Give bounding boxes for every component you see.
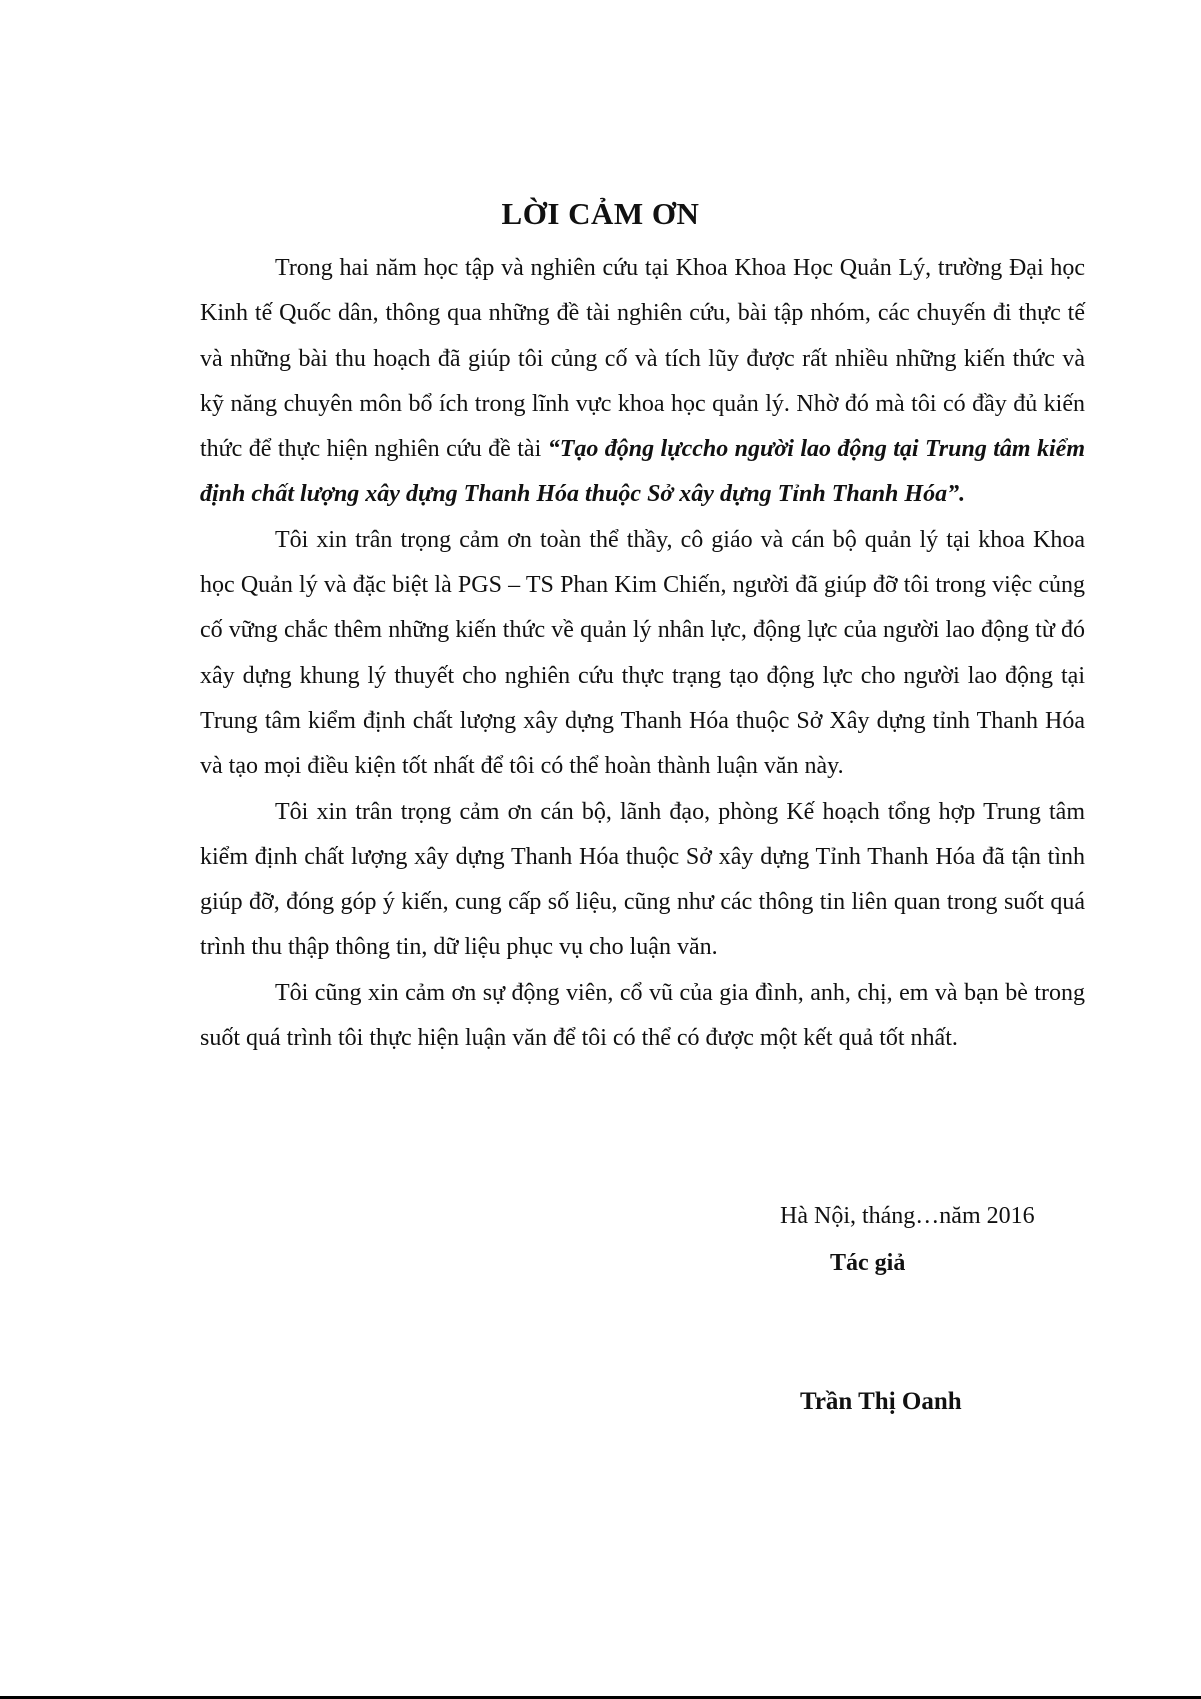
paragraph-3: Tôi xin trân trọng cảm ơn cán bộ, lãnh đạo, phòng Kế hoạch tổng hợp Trung tâm kiểm định chất lượng xây dựng Thanh Hóa thuộc Sở xây dựng Tỉnh Thanh Hóa đã tận tình giúp đỡ, đóng góp ý kiến, cung cấp số liệu, cũng như các thông tin liên quan trong suốt quá trình thu thập thông tin, dữ liệu phục vụ cho luận văn. bbox=[200, 798, 1085, 961]
paragraph-2: Tôi xin trân trọng cảm ơn toàn thể thầy, cô giáo và cán bộ quản lý tại khoa Khoa học Quản lý và đặc biệt là PGS – TS Phan Kim Chiến, người đã giúp đỡ tôi trong việc củng cố vững chắc thêm những kiến thức về quản lý nhân lực, động lực của người lao động từ đó xây dựng khung lý thuyết cho nghiên cứu thực trạng tạo động lực cho người lao động tại Trung tâm kiểm định chất lượng xây dựng Thanh Hóa thuộc Sở Xây dựng tỉnh Thanh Hóa và tạo mọi điều kiện tốt nhất để tôi có thể hoàn thành luận văn này. bbox=[200, 526, 1085, 780]
body-text bbox=[200, 246, 1085, 1061]
author-label: Tác giả bbox=[830, 1250, 906, 1276]
author-name: Trần Thị Oanh bbox=[800, 1388, 962, 1415]
page-title: LỜI CẢM ƠN bbox=[501, 196, 700, 231]
place-date: Hà Nội, tháng…năm 2016 bbox=[780, 1203, 1035, 1229]
paragraph-1-text: Trong hai năm học tập và nghiên cứu tại Khoa Khoa Học Quản Lý, trường Đại học Kinh tế Quốc dân, thông qua những đề tài nghiên cứu, bài tập nhóm, các chuyến đi thực tế và những bài thu hoạch đã giúp tôi củng cố và tích lũy được rất nhiều những kiến thức và kỹ năng chuyên môn bổ ích trong lĩnh vực khoa học quản lý. Nhờ đó mà tôi có đầy đủ kiến thức để thực hiện nghiên cứu đề tài bbox=[200, 255, 1085, 463]
paragraph-4: Tôi cũng xin cảm ơn sự động viên, cổ vũ của gia đình, anh, chị, em và bạn bè trong suốt quá trình tôi thực hiện luận văn để tôi có thể có được một kết quả tốt nhất. bbox=[200, 979, 1085, 1052]
paragraph-1 bbox=[200, 246, 1085, 518]
thesis-title-emphasis: “Tạo động lựccho người lao động tại Trung tâm kiểm định chất lượng xây dựng Thanh Hóa thuộc Sở xây dựng Tỉnh Thanh Hóa”. bbox=[200, 436, 1086, 508]
